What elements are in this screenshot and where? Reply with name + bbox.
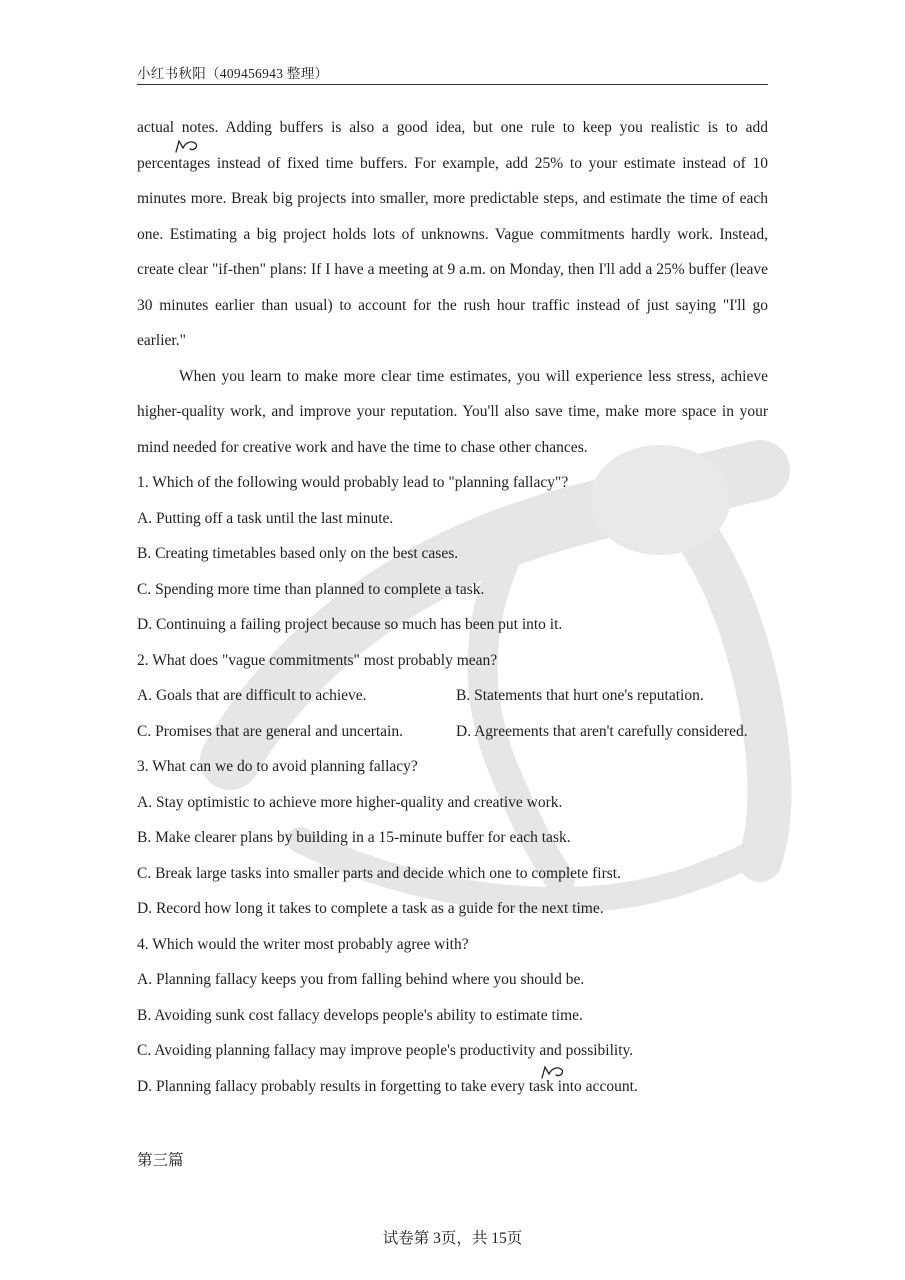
option-b: B. Statements that hurt one's reputation. bbox=[456, 687, 704, 704]
question-stem: 3. What can we do to avoid planning fallacy? bbox=[137, 758, 418, 775]
option-a: A. Planning fallacy keeps you from falling behind where you should be. bbox=[137, 971, 585, 988]
option-a: A. Putting off a task until the last minute. bbox=[137, 509, 394, 527]
question-4 bbox=[137, 927, 768, 1105]
question-stem: 2. What does "vague commitments" most probably mean? bbox=[137, 651, 498, 669]
handwritten-check-icon bbox=[540, 1064, 566, 1080]
option-d: D. Planning fallacy probably results in forgetting to take every task into account. bbox=[137, 1077, 638, 1095]
option-d: D. Record how long it takes to complete a task as a guide for the next time. bbox=[137, 900, 604, 917]
page-footer: 试卷第 3页，共 15页 bbox=[382, 1230, 523, 1247]
option-c: C. Promises that are general and uncertain. bbox=[137, 722, 403, 740]
option-b: B. Avoiding sunk cost fallacy develops people's ability to estimate time. bbox=[137, 1006, 583, 1024]
option-b: B. Make clearer plans by building in a 15-minute buffer for each task. bbox=[137, 829, 571, 846]
option-b: B. Creating timetables based only on the best cases. bbox=[137, 545, 459, 562]
option-c: C. Avoiding planning fallacy may improve people's productivity and possibility. bbox=[137, 1042, 634, 1059]
option-a: A. Goals that are difficult to achieve. bbox=[137, 687, 367, 704]
question-1 bbox=[137, 465, 768, 643]
option-row bbox=[137, 714, 768, 750]
option-c: C. Break large tasks into smaller parts and decide which one to complete first. bbox=[137, 864, 621, 882]
page-header: 小红书秋阳（409456943 整理） bbox=[137, 66, 329, 81]
option-d: D. Continuing a failing project because so much has been put into it. bbox=[137, 616, 563, 633]
section-title: 第三篇 bbox=[137, 1152, 184, 1169]
option-d: D. Agreements that aren't carefully considered. bbox=[456, 722, 748, 740]
handwritten-check-icon bbox=[174, 138, 200, 154]
option-a: A. Stay optimistic to achieve more higher-quality and creative work. bbox=[137, 793, 563, 811]
question-3 bbox=[137, 749, 768, 927]
question-stem: 4. Which would the writer most probably agree with? bbox=[137, 935, 469, 953]
question-stem: 1. Which of the following would probably lead to "planning fallacy"? bbox=[137, 474, 569, 491]
passage-paragraph-2: When you learn to make more clear time estimates, you will experience less stress, achieve higher-quality work, and improve your reputation. You'll also save time, make more space in your mind needed for creative work and have the time to chase other chances. bbox=[137, 367, 768, 456]
main-content bbox=[137, 110, 768, 1104]
option-c: C. Spending more time than planned to complete a task. bbox=[137, 580, 485, 598]
header-divider bbox=[137, 84, 768, 85]
option-row bbox=[137, 678, 768, 714]
passage-paragraph-1: actual notes. Adding buffers is also a good idea, but one rule to keep you realistic is to add percentages instead of fixed time buffers. For example, add 25% to your estimate instead of 10 minutes more. Break big projects into smaller, more predictable steps, and estimate the time of each one. Estimating a big project holds lots of unknowns. Vague commitments hardly work. Instead, create clear "if-then" plans: If I have a meeting at 9 a.m. on Monday, then I'll add a 25% buffer (leave 30 minutes earlier than usual) to account for the rush hour traffic instead of just saying "I'll go earlier." bbox=[137, 119, 768, 349]
question-2 bbox=[137, 643, 768, 750]
